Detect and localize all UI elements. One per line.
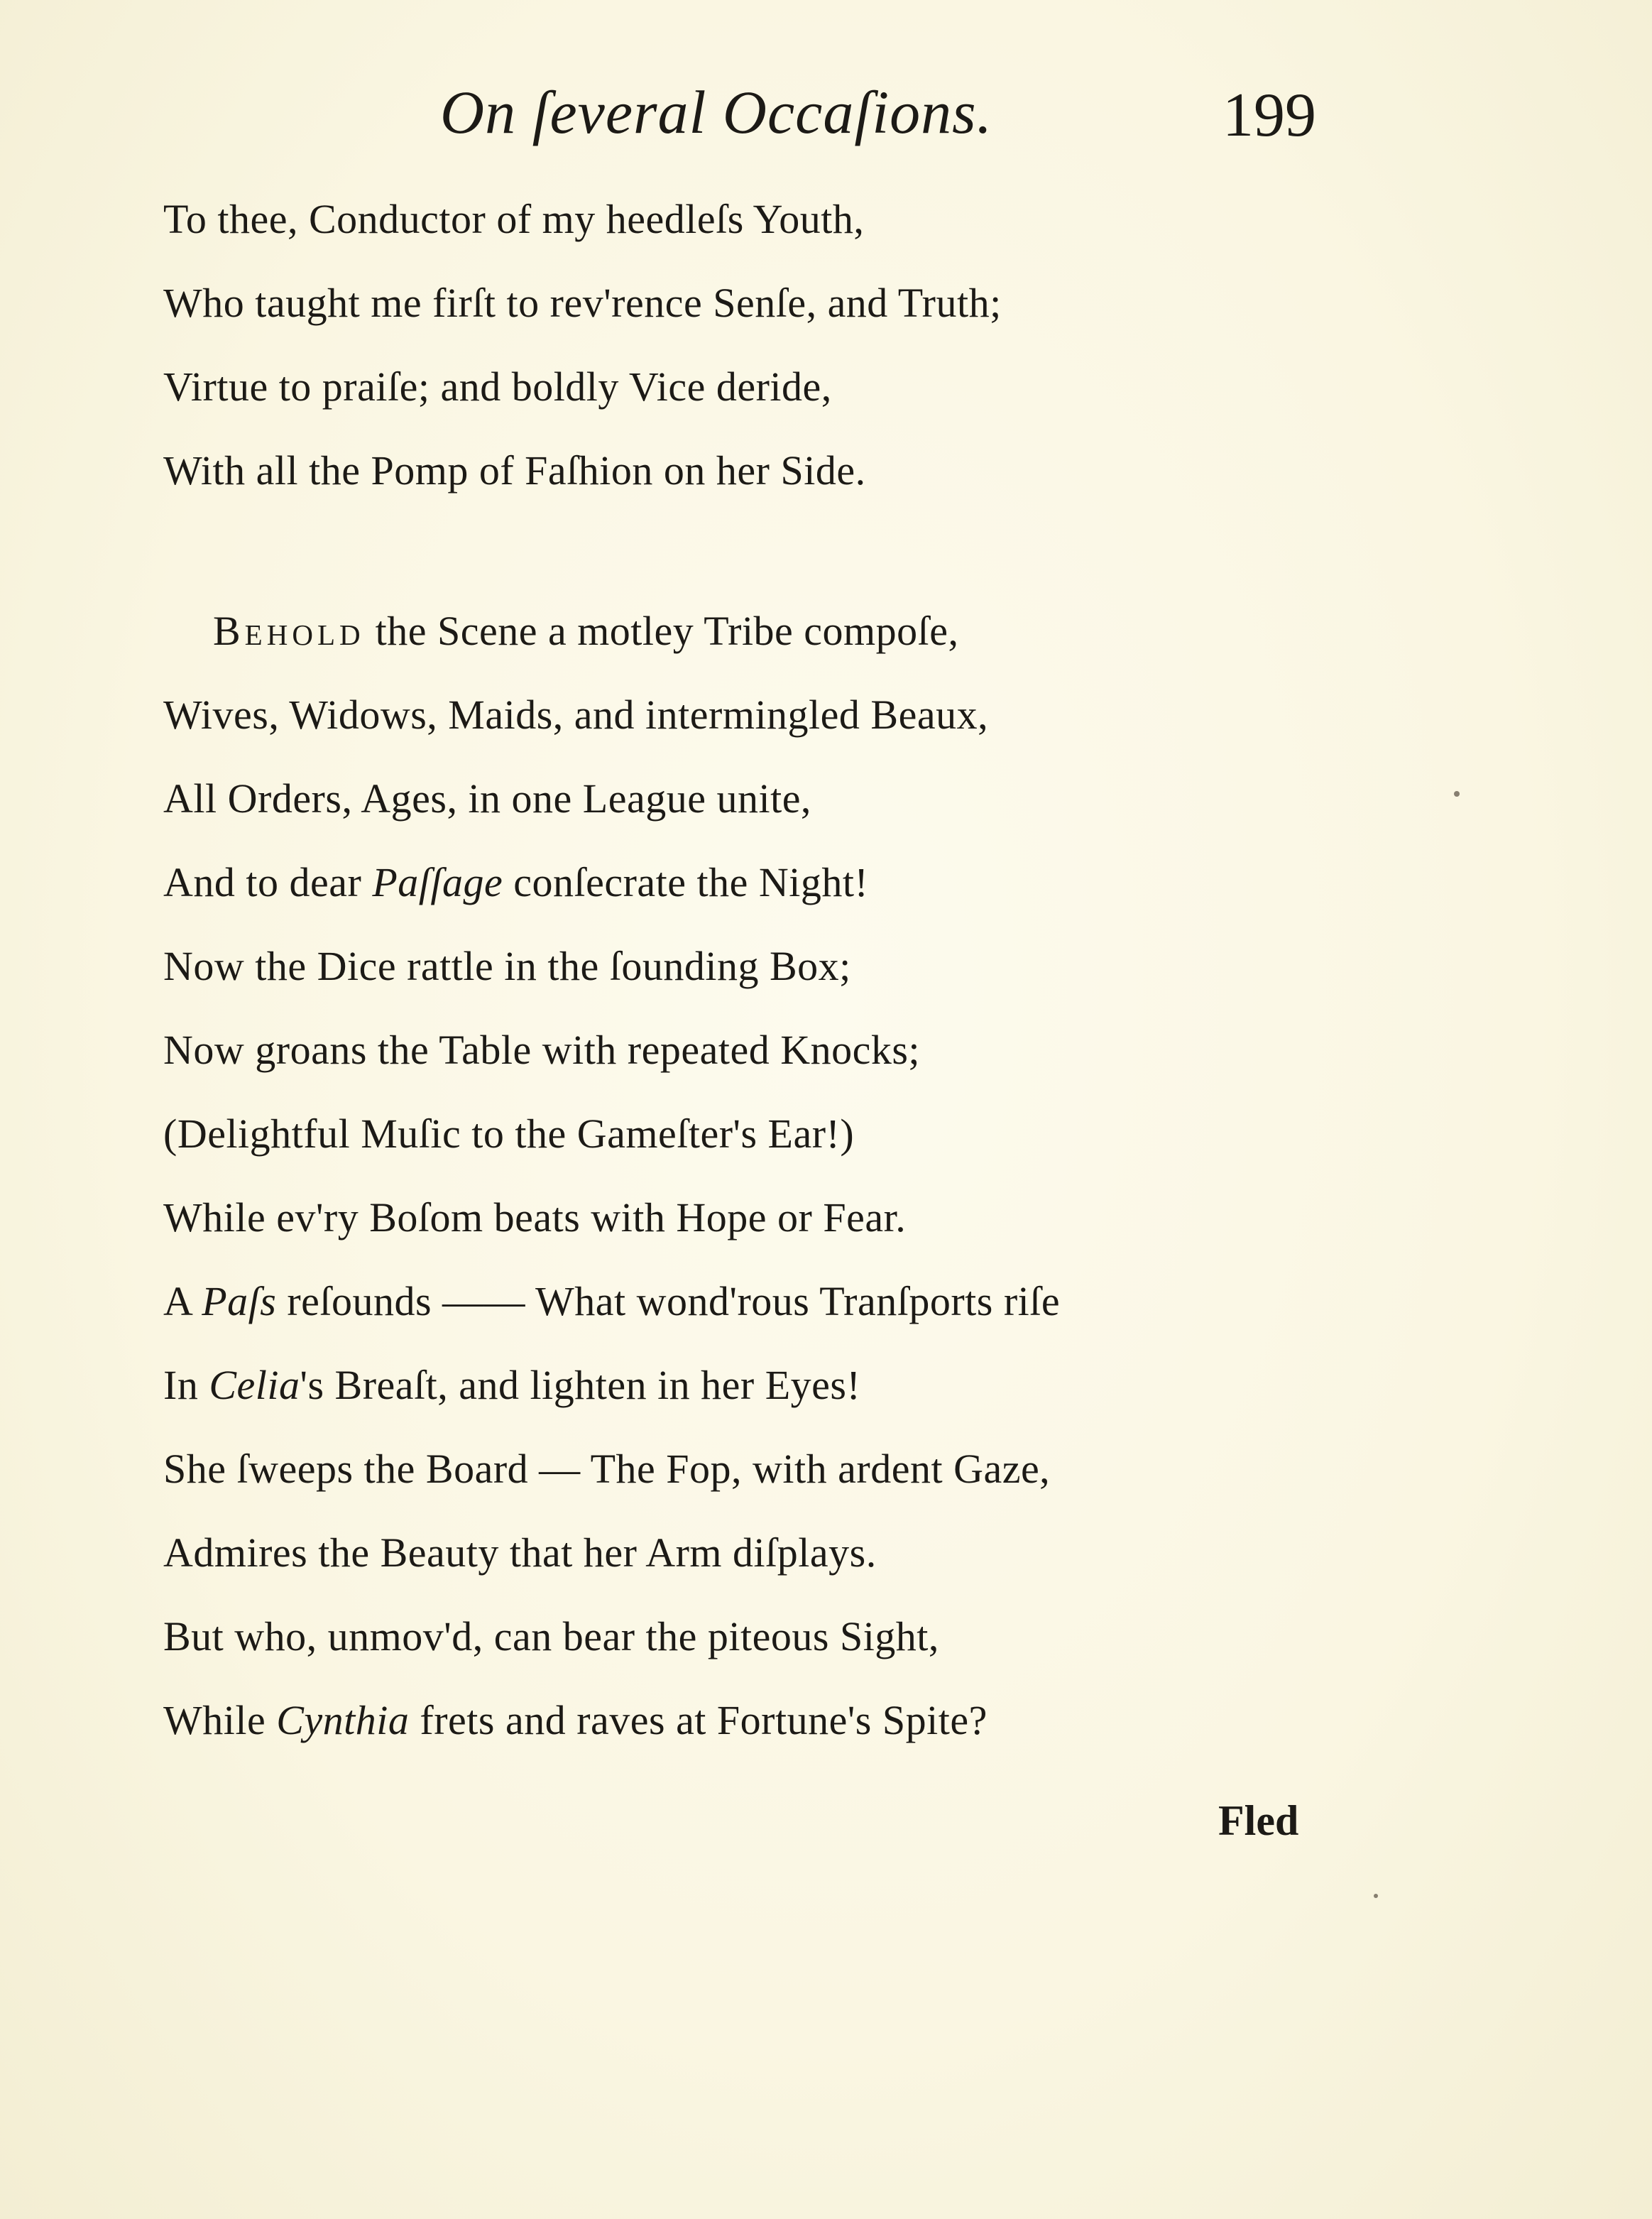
verse-line: But who, unmov'd, can bear the piteous Sight, xyxy=(163,1613,939,1659)
paper-speck xyxy=(1454,791,1460,797)
line-text: While xyxy=(163,1697,277,1743)
verse-line xyxy=(163,1343,1328,1427)
opening-line-rest: the Scene a motley Tribe compoſe, xyxy=(364,608,959,654)
line-text: reſounds —— What wond'rous Tranſports riſe xyxy=(276,1278,1061,1324)
verse-line: She ſweeps the Board — The Fop, with ardent Gaze, xyxy=(163,1446,1051,1492)
verse-line: Virtue to praiſe; and boldly Vice deride, xyxy=(163,364,832,410)
verse-line: Now the Dice rattle in the ſounding Box; xyxy=(163,943,851,989)
line-text: And to dear xyxy=(163,859,373,905)
verse-line: While ev'ry Boſom beats with Hope or Fear. xyxy=(163,1194,907,1241)
stanza-2 xyxy=(163,589,1328,1762)
italic-word: Paſſage xyxy=(372,859,503,905)
line-text: conſecrate the Night! xyxy=(503,859,869,905)
verse-line xyxy=(163,1679,1328,1762)
verse-line: With all the Pomp of Faſhion on her Side. xyxy=(163,447,866,494)
catchword: Fled xyxy=(1218,1797,1299,1844)
stanza-1 xyxy=(163,178,1328,513)
verse-line: Now groans the Table with repeated Knocks; xyxy=(163,1027,921,1073)
page-number: 199 xyxy=(1222,81,1316,150)
verse-line: All Orders, Ages, in one League unite, xyxy=(163,775,811,822)
verse-line xyxy=(163,1260,1328,1343)
verse-line-opening xyxy=(163,589,1328,673)
line-text: frets and raves at Fortune's Spite? xyxy=(409,1697,988,1743)
line-text: 's Breaſt, and lighten in her Eyes! xyxy=(300,1362,861,1408)
running-title: On ſeveral Occaſions. xyxy=(440,78,993,146)
line-text: In xyxy=(163,1362,209,1408)
verse-line: Wives, Widows, Maids, and intermingled Beaux, xyxy=(163,692,989,738)
verse-line: (Delightful Muſic to the Gameſter's Ear!) xyxy=(163,1111,855,1157)
italic-word: Celia xyxy=(209,1362,300,1408)
verse-line xyxy=(163,841,1328,925)
verse-line: Who taught me firſt to rev'rence Senſe, and Truth; xyxy=(163,280,1002,326)
opening-word: Behold xyxy=(213,608,365,654)
page-header xyxy=(0,77,1652,155)
italic-word: Cynthia xyxy=(276,1697,410,1743)
line-text: A xyxy=(163,1278,202,1324)
italic-word: Paſs xyxy=(202,1278,277,1324)
verse-line: Admires the Beauty that her Arm diſplays. xyxy=(163,1530,877,1576)
verse-line: To thee, Conductor of my heedleſs Youth, xyxy=(163,196,865,242)
paper-speck xyxy=(1374,1894,1378,1898)
